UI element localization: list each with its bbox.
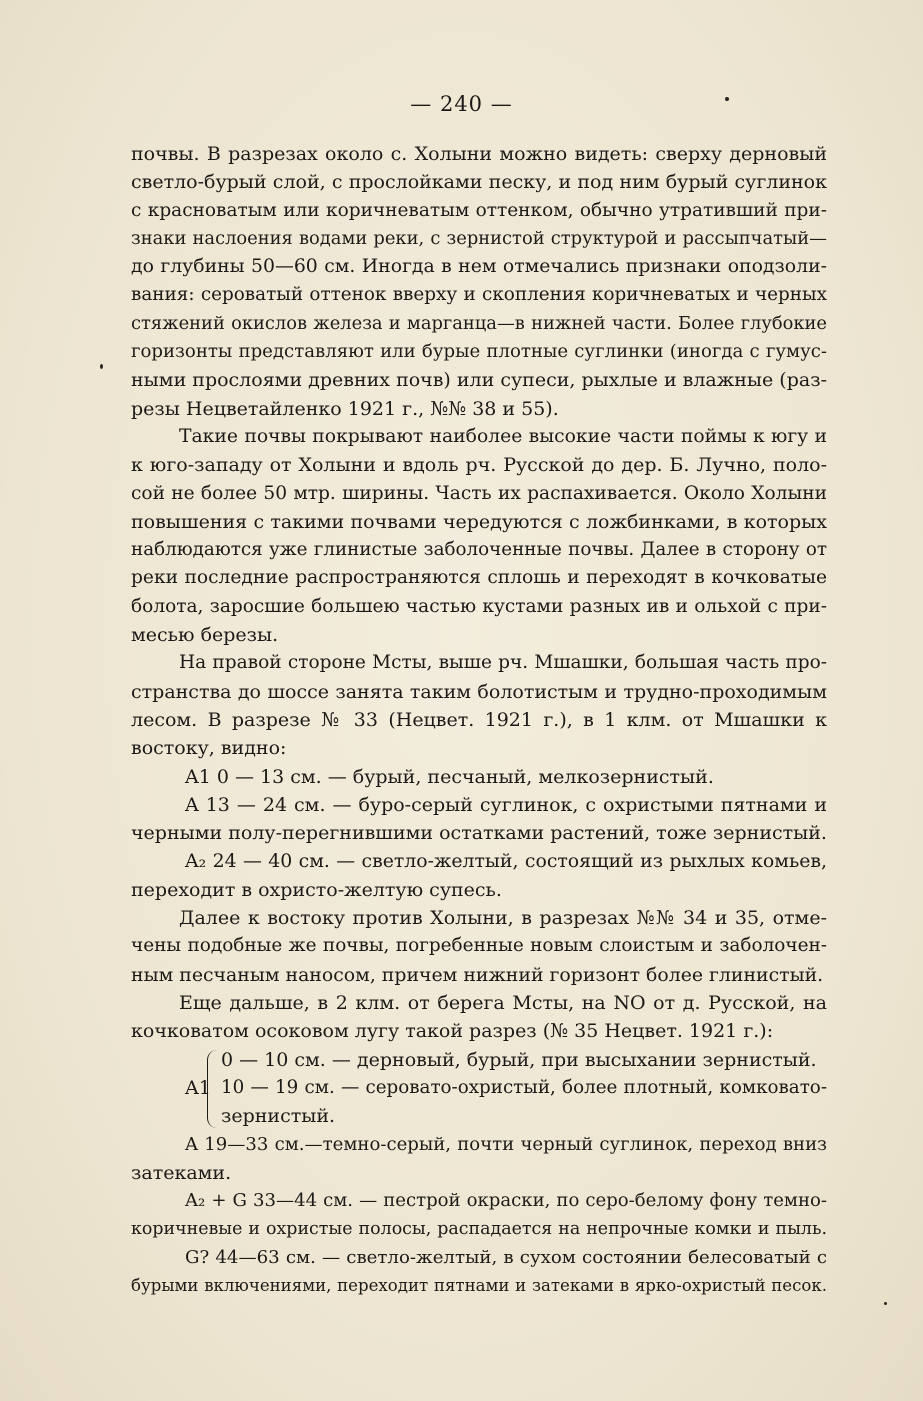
text-line: лесом. В разрезе № 33 (Нецвет. 1921 г.), в 1 клм. от Мшашки к	[131, 708, 827, 731]
text-line: светло-бурый слой, с прослойками песку, и под ним бурый суглинок	[131, 171, 827, 194]
text-line: востоку, видно:	[131, 737, 287, 760]
text-line: ным песчаным наносом, причем нижний горизонт более глинистый.	[131, 963, 824, 986]
ink-speck	[100, 364, 103, 369]
text-line: месью березы.	[131, 624, 279, 647]
text-line: затеками.	[131, 1161, 232, 1184]
text-line: резы Нецветайленко 1921 г., №№ 38 и 55).	[131, 397, 559, 420]
text-line: болота, заросшие большею частью кустами разных ив и ольхой с при-	[131, 595, 827, 617]
horizon-line: A₂ + G 33—44 см. — пестрой окраски, по серо-белому фону темно-	[185, 1190, 827, 1212]
horizon-line: A 13 — 24 см. — буро-серый суглинок, с охристыми пятнами и	[185, 793, 827, 816]
text-line: почвы. В разрезах около с. Холыни можно видеть: сверху дерновый	[131, 143, 827, 165]
text-line: кочковатом осоковом лугу такой разрез (№ 35 Нецвет. 1921 г.):	[131, 1020, 774, 1043]
text-line: с красноватым или коричневатым оттенком, обычно утративший при-	[131, 199, 827, 221]
text-line: странства до шоссе занята таким болотистым и трудно-проходимым	[131, 680, 827, 703]
text-line: бурыми включениями, переходит пятнами и затеками в ярко-охристый песок.	[131, 1275, 827, 1295]
horizon-line: A 19—33 см.—темно-серый, почти черный суглинок, переход вниз	[185, 1133, 827, 1155]
text-line: вания: сероватый оттенок вверху и скопления коричневатых и черных	[131, 284, 827, 306]
horizon-line: A₂ 24 — 40 см. — светло-желтый, состоящий из рыхлых комьев,	[185, 850, 827, 873]
text-line: наблюдаются уже глинистые заболоченные почвы. Далее в сторону от	[131, 539, 827, 561]
text-line: чены подобные же почвы, погребенные новым слоистым и заболочен-	[131, 935, 827, 957]
page-text	[131, 140, 827, 1300]
text-line: Еще дальше, в 2 клм. от берега Мсты, на NO от д. Русской, на	[179, 991, 827, 1014]
text-line: черными полу-перегнившими остатками растений, тоже зернистый.	[131, 822, 827, 845]
text-line: реки последние распространяются сплошь и переходят в кочковатые	[131, 567, 827, 589]
text-line: сой не более 50 мтр. ширины. Часть их распахивается. Около Холыни	[131, 482, 827, 504]
horizon-line: 10 — 19 см. — серовато-охристый, более плотный, комковато-	[221, 1076, 827, 1098]
horizon-label: A1	[185, 1076, 211, 1099]
text-line: стяжений окислов железа и марганца—в нижней части. Более глубокие	[131, 312, 827, 334]
text-line: На правой стороне Мсты, выше рч. Мшашки, большая часть про-	[179, 652, 827, 674]
brace-horizon-group	[131, 1046, 827, 1131]
ink-speck	[884, 1302, 887, 1305]
text-line: Такие почвы покрывают наиболее высокие части поймы к югу и	[179, 425, 827, 447]
horizon-line: G? 44—63 см. — светло-желтый, в сухом состоянии белесоватый с	[185, 1246, 827, 1268]
text-line: ными прослоями древних почв) или супеси, рыхлые и влажные (раз-	[131, 369, 827, 392]
text-line: знаки наслоения водами реки, с зернистой структурой и рассыпчатый—	[131, 227, 827, 249]
curly-brace	[207, 1050, 218, 1128]
brace-lines	[221, 1046, 827, 1131]
text-line: до глубины 50—60 см. Иногда в нем отмечались признаки оподзоли-	[131, 256, 827, 278]
text-line: горизонты представляют или бурые плотные суглинки (иногда с гумус-	[131, 341, 827, 363]
text-line: к юго-западу от Холыни и вдоль рч. Русской до дер. Б. Лучно, поло-	[131, 454, 827, 477]
text-line: коричневые и охристые полосы, распадается на непрочные комки и пыль.	[131, 1219, 827, 1240]
text-line: переходит в охристо-желтую супесь.	[131, 878, 502, 901]
text-line: Далее к востоку против Холыни, в разрезах №№ 34 и 35, отме-	[179, 907, 827, 930]
page-number: — 240 —	[410, 92, 513, 116]
horizon-line: A1 0 — 13 см. — бурый, песчаный, мелкозернистый.	[185, 765, 714, 788]
horizon-line: зернистый.	[221, 1105, 336, 1128]
text-line: повышения с такими почвами чередуются с ложбинками, в которых	[131, 510, 827, 533]
horizon-line: 0 — 10 см. — дерновый, бурый, при высыхании зернистый.	[221, 1048, 817, 1071]
